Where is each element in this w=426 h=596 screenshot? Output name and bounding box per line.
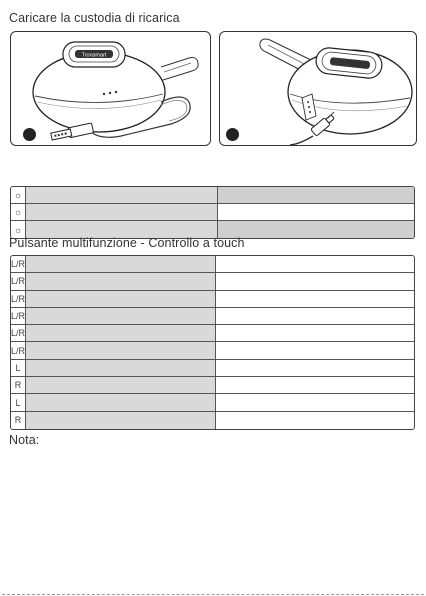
table-row: [11, 342, 414, 359]
sun-icon: ☼: [13, 207, 23, 217]
side-label: L/R: [11, 291, 26, 307]
side-label: R: [11, 377, 26, 393]
note-title: Nota:: [9, 433, 40, 447]
brand-logo: Tronsmart: [81, 52, 107, 59]
table-row: [11, 291, 414, 308]
table-row: [11, 325, 414, 342]
table-cell: [218, 187, 414, 203]
table-row: [11, 394, 414, 411]
table-row: [11, 377, 414, 394]
table-cell: [218, 221, 414, 238]
charge-section-title: Caricare la custodia di ricarica: [9, 11, 180, 25]
table-row: [11, 256, 414, 273]
side-label: L/R: [11, 308, 26, 324]
charging-illustration-right: [219, 31, 417, 146]
table-row: [11, 204, 414, 221]
side-label: R: [11, 412, 26, 429]
side-label: L/R: [11, 273, 26, 289]
case-with-cable-illustration: [11, 32, 210, 145]
sun-icon: ☼: [13, 224, 23, 235]
table-row: [11, 412, 414, 429]
table-row: [11, 187, 414, 204]
step-1-marker: [23, 128, 36, 141]
side-label: L: [11, 394, 26, 410]
side-label: L/R: [11, 256, 26, 272]
led-indicator-table: [10, 186, 415, 239]
table-cell: [26, 187, 218, 203]
case-usb-c-illustration: [220, 32, 416, 145]
charging-illustration-left: [10, 31, 211, 146]
touch-section-title: Pulsante multifunzione - Controllo a touch: [9, 236, 245, 250]
table-cell: [26, 204, 218, 220]
sun-icon: ☼: [13, 190, 23, 200]
table-row: [11, 273, 414, 290]
table-cell: [218, 204, 414, 220]
table-row: [11, 308, 414, 325]
side-label: L: [11, 360, 26, 376]
side-label: L/R: [11, 342, 26, 358]
touch-control-table: [10, 255, 415, 430]
page-bottom-rule: [2, 594, 424, 595]
table-row: [11, 360, 414, 377]
step-2-marker: [226, 128, 239, 141]
side-label: L/R: [11, 325, 26, 341]
